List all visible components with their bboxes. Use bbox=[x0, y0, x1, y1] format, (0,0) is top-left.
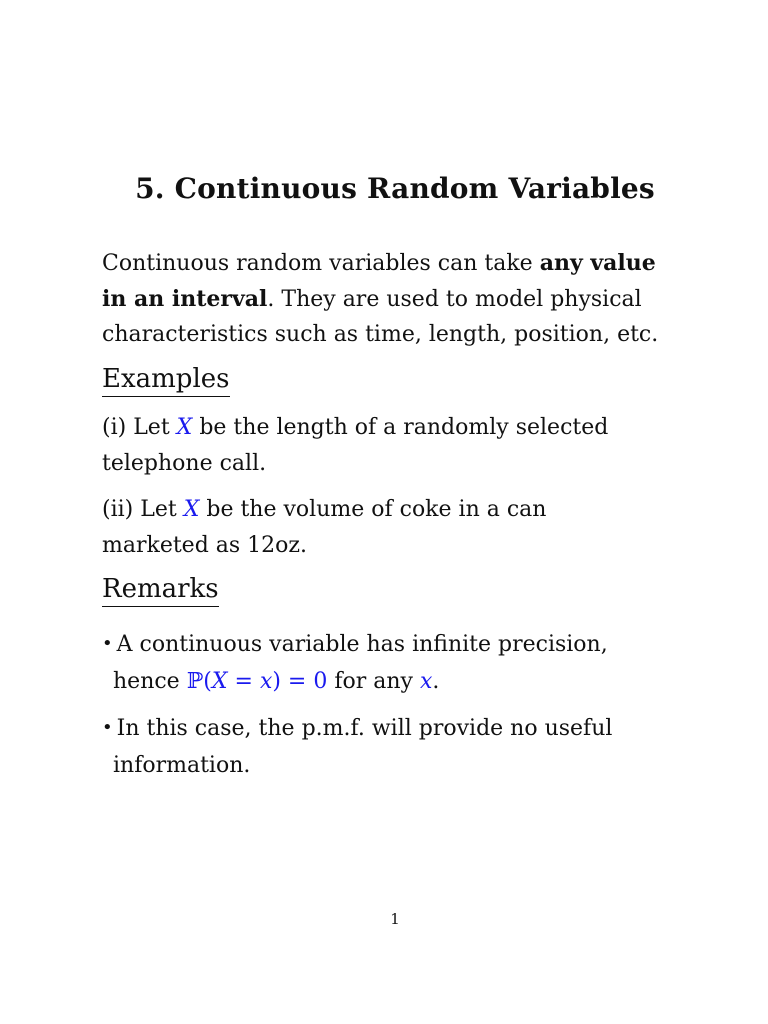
remarks-heading: Remarks bbox=[102, 574, 219, 607]
variable-x: X bbox=[176, 415, 193, 440]
remark-2-line-2: information. bbox=[113, 753, 251, 778]
bullet-icon: • bbox=[102, 633, 113, 654]
example-1-line-2: telephone call. bbox=[102, 450, 267, 476]
intro-paragraph bbox=[102, 246, 702, 353]
page-title: 5. Continuous Random Variables bbox=[135, 172, 655, 205]
example-2-line-2: marketed as 12oz. bbox=[102, 532, 308, 558]
intro-bold-any-value: any value bbox=[539, 250, 656, 276]
intro-line-1: Continuous random variables can take any value bbox=[102, 250, 656, 276]
example-1-line-1: (i) Let X be the length of a randomly selected bbox=[102, 415, 609, 440]
example-1 bbox=[102, 410, 702, 481]
remark-bullet-2 bbox=[102, 711, 722, 784]
remark-1-line-2: hence ℙ(X = x) = 0 for any x. bbox=[113, 669, 440, 694]
probability-expression: ℙ(X = x) = 0 bbox=[186, 669, 328, 694]
remark-bullet-1 bbox=[102, 627, 722, 700]
remark-1-line-1: • A continuous variable has infinite precision, bbox=[102, 632, 608, 657]
remark-2-line-1: • In this case, the p.m.f. will provide no useful bbox=[102, 716, 613, 741]
example-2-line-1: (ii) Let X be the volume of coke in a can bbox=[102, 497, 547, 522]
intro-bold-interval: in an interval bbox=[102, 285, 268, 312]
variable-x: X bbox=[183, 497, 200, 522]
intro-line-2: in an interval. They are used to model physical bbox=[102, 285, 642, 312]
example-2 bbox=[102, 492, 702, 563]
variable-lower-x: x bbox=[419, 669, 433, 694]
bullet-icon: • bbox=[102, 717, 113, 738]
examples-heading: Examples bbox=[102, 364, 230, 397]
page-number: 1 bbox=[390, 910, 400, 928]
intro-line-3: characteristics such as time, length, position, etc. bbox=[102, 322, 659, 347]
